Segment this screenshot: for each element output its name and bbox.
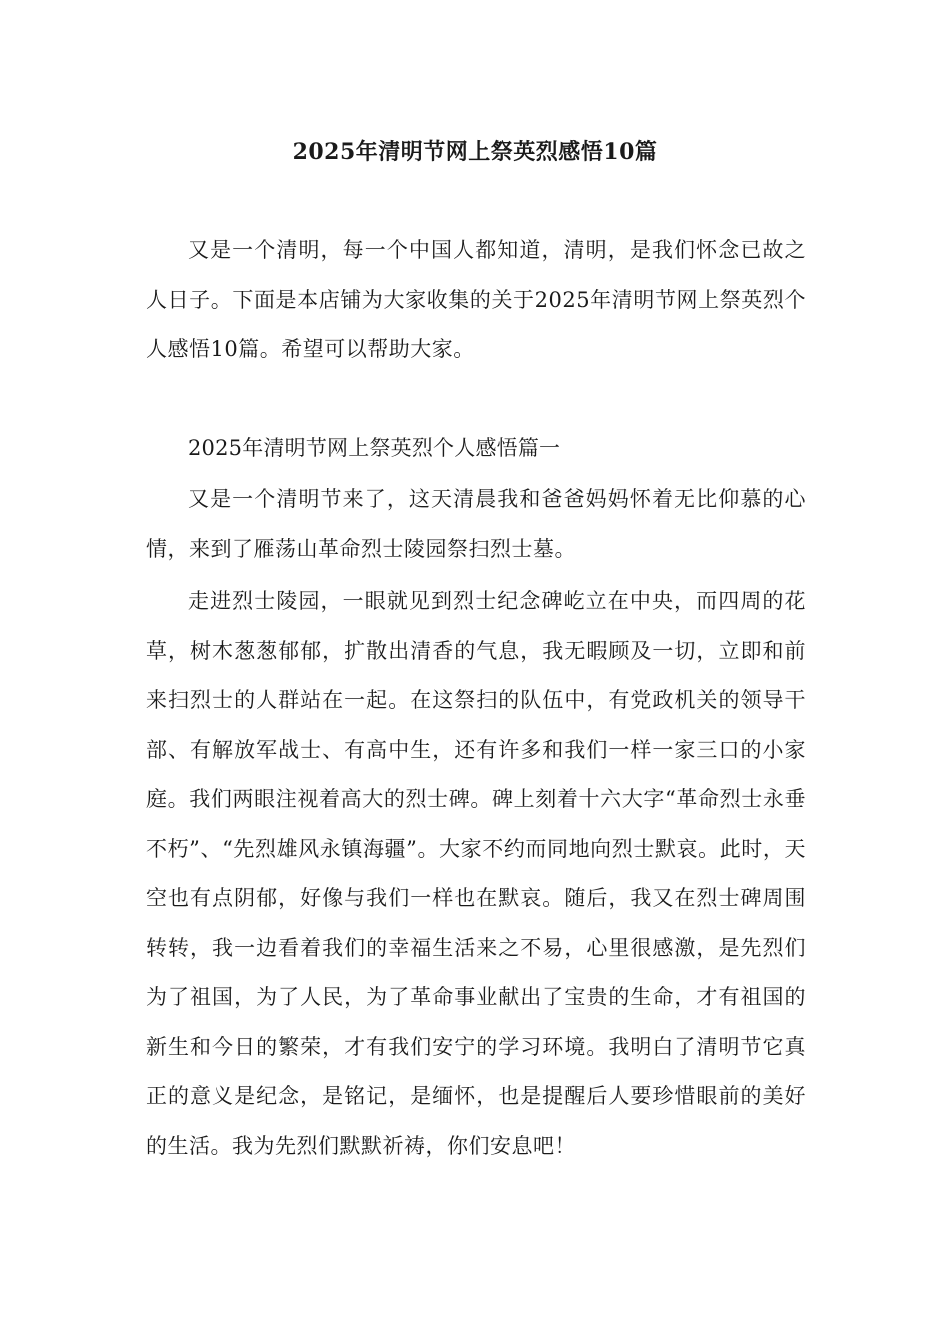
intro-paragraph: 又是一个清明，每一个中国人都知道，清明，是我们怀念已故之人日子。下面是本店铺为大家收集的关于2025年清明节网上祭英烈个人感悟10篇。希望可以帮助大家。	[146, 238, 806, 361]
section-heading: 2025年清明节网上祭英烈个人感悟篇一	[188, 436, 561, 460]
body-paragraph-2: 走进烈士陵园，一眼就见到烈士纪念碑屹立在中央，而四周的花草，树木葱葱郁郁，扩散出清香的气息，我无暇顾及一切，立即和前来扫烈士的人群站在一起。在这祭扫的队伍中，有党政机关的领导干部、有解放军战士、有高中生，还有许多和我们一样一家三口的小家庭。我们两眼注视着高大的烈士碑。碑上刻着十六大字“革命烈士永垂不朽”、“先烈雄风永镇海疆”。大家不约而同地向烈士默哀。此时，天空也有点阴郁，好像与我们一样也在默哀。随后，我又在烈士碑周围转转，我一边看着我们的幸福生活来之不易，心里很感激，是先烈们为了祖国，为了人民，为了革命事业献出了宝贵的生命，才有祖国的新生和今日的繁荣，才有我们安宁的学习环境。我明白了清明节它真正的意义是纪念，是铭记，是缅怀，也是提醒后人要珍惜眼前的美好的生活。我为先烈们默默祈祷，你们安息吧！	[146, 589, 806, 1158]
document-title: 2025年清明节网上祭英烈感悟10篇	[292, 139, 658, 165]
body-paragraph-1: 又是一个清明节来了，这天清晨我和爸爸妈妈怀着无比仰慕的心情，来到了雁荡山革命烈士陵园祭扫烈士墓。	[146, 487, 806, 561]
